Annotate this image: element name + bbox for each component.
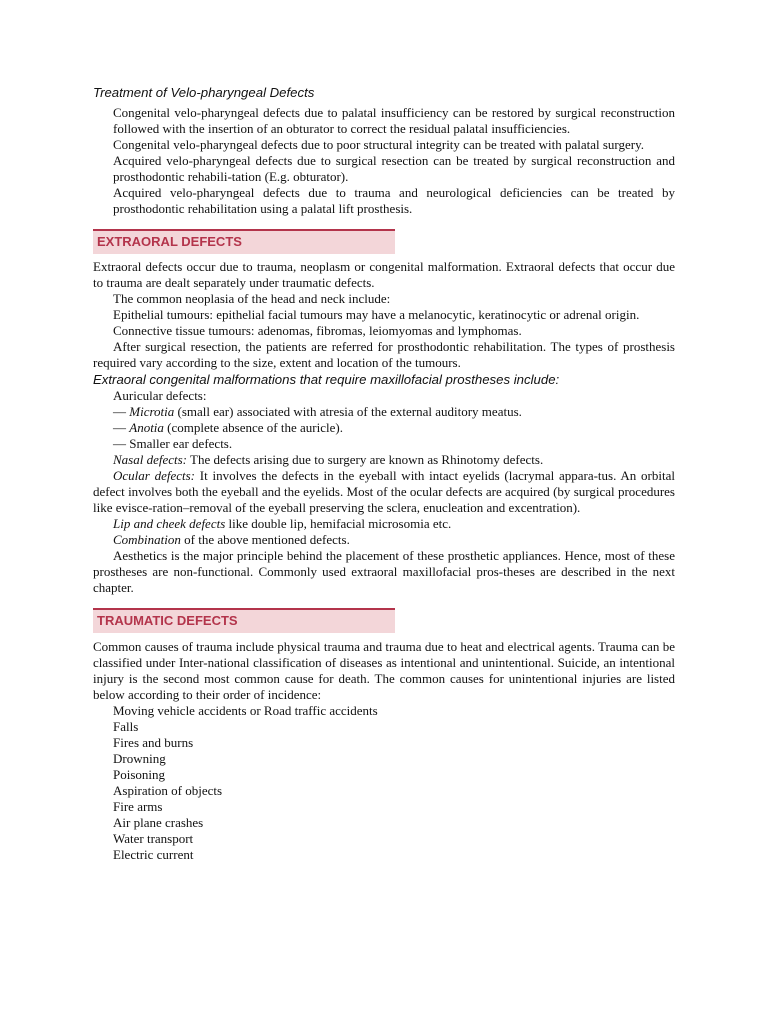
extraoral-neoplasia: The common neoplasia of the head and neck include: [113, 291, 391, 306]
section-header-traumatic [93, 608, 395, 633]
list-item: Air plane crashes [113, 815, 204, 830]
microtia-term: Microtia [129, 404, 175, 419]
list-item: Electric current [113, 847, 194, 862]
list-item: Fires and burns [113, 735, 194, 750]
list-item: Moving vehicle accidents or Road traffic accidents [113, 703, 378, 718]
nasal-defects: Nasal defects: The defects arising due to surgery are known as Rhinotomy defects. [113, 452, 544, 467]
list-item: Poisoning [113, 767, 166, 782]
treatment-heading: Treatment of Velo-pharyngeal Defects [93, 85, 315, 100]
list-item: Drowning [113, 751, 166, 766]
extraoral-section [93, 259, 675, 596]
treatment-item: Acquired velo-pharyngeal defects due to trauma and neurological deficiencies can be treated by prosthodontic rehabilitation using a palatal lift prosthesis. [113, 185, 675, 216]
ocular-defects: Ocular defects: It involves the defects in the eyeball with intact eyelids (lacrymal appara-tus. An orbital defect involves both the eyeball and the eyelids. Most of the ocular defects are acquired (by surgical procedures like evisce-ration–removal of the eyeball preserving the sclera, enucleation and excentration). [93, 468, 675, 515]
microtia-item: — Microtia (small ear) associated with atresia of the external auditory meatus. [113, 404, 522, 419]
list-item: Water transport [113, 831, 194, 846]
traumatic-intro: Common causes of trauma include physical trauma and trauma due to heat and electrical agents. Trauma can be classified under Inter-national classification of diseases as intentional and unintentional. Suicide, an intentional injury is the second most common cause for death. The common causes for unintentional injuries are listed below according to their order of incidence: [93, 639, 675, 702]
section-title: EXTRAORAL DEFECTS [97, 234, 242, 249]
extraoral-epithelial: Epithelial tumours: epithelial facial tumours may have a melanocytic, keratinocytic or adrenal origin. [113, 307, 640, 322]
list-item: Aspiration of objects [113, 783, 223, 798]
anotia-item: — Anotia (complete absence of the auricle). [113, 420, 343, 435]
list-item: Falls [113, 719, 139, 734]
trauma-causes-list [93, 703, 675, 863]
anotia-term: Anotia [129, 420, 164, 435]
extraoral-connective: Connective tissue tumours: adenomas, fibromas, leiomyomas and lymphomas. [113, 323, 522, 338]
treatment-item: Congenital velo-pharyngeal defects due to poor structural integrity can be treated with palatal surgery. [113, 137, 645, 152]
auricular-defects: Auricular defects: [113, 388, 207, 403]
lip-cheek-defects: Lip and cheek defects like double lip, hemifacial microsomia etc. [113, 516, 452, 531]
treatment-list [93, 105, 675, 217]
treatment-item: Congenital velo-pharyngeal defects due to palatal insufficiency can be restored by surgical reconstruction followed with the insertion of an obturator to correct the residual palatal insufficiencies. [113, 105, 675, 136]
section-header-extraoral [93, 229, 395, 254]
congenital-heading: Extraoral congenital malformations that require maxillofacial prostheses include: [93, 372, 560, 387]
smaller-ear-item: — Smaller ear defects. [113, 436, 233, 451]
section-title: TRAUMATIC DEFECTS [97, 613, 238, 628]
aesthetics-paragraph: Aesthetics is the major principle behind the placement of these prosthetic appliances. Hence, most of these prostheses are non-functional. Commonly used extraoral maxillofacial pros-theses are described in the next chapter. [93, 548, 675, 595]
extraoral-intro: Extraoral defects occur due to trauma, neoplasm or congenital malformation. Extraoral defects that occur due to trauma are dealt separately under traumatic defects. [93, 259, 675, 290]
document-page [93, 84, 675, 863]
extraoral-after-surgery: After surgical resection, the patients are referred for prosthodontic rehabilitation. The types of prosthesis required vary according to the size, extent and location of the tumours. [93, 339, 675, 370]
traumatic-section [93, 639, 675, 863]
combination-defects: Combination of the above mentioned defects. [113, 532, 350, 547]
list-item: Fire arms [113, 799, 163, 814]
treatment-item: Acquired velo-pharyngeal defects due to surgical resection can be treated by surgical reconstruction and prosthodontic rehabili-tation (E.g. obturator). [113, 153, 675, 184]
